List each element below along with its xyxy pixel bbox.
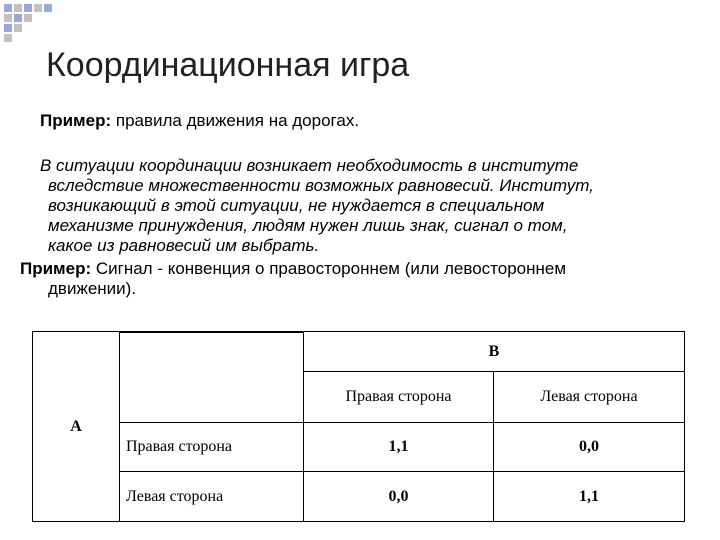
example1-label: Пример: <box>40 111 112 130</box>
paragraph-line: В ситуации координации возникает необходимость в институте <box>40 156 579 175</box>
example2-label: Пример: <box>20 259 92 278</box>
col-header-left: Левая сторона <box>493 371 684 423</box>
decor-square <box>4 24 12 32</box>
decor-square <box>24 14 32 22</box>
decor-square <box>4 34 12 42</box>
row-label-left: Левая сторона <box>119 471 304 521</box>
paragraph-line: возникающий в этой ситуации, не нуждается в специальном <box>48 196 545 215</box>
paragraph-line: какое из равновесий им выбрать. <box>48 236 320 255</box>
row-label-right: Правая сторона <box>119 422 304 472</box>
example2-text: Сигнал - конвенция о правостороннем (или левостороннем <box>91 259 567 278</box>
payoff-cell: 0,0 <box>493 422 684 472</box>
decor-square <box>44 4 52 12</box>
example1-line <box>40 111 359 131</box>
decor-square <box>34 4 42 12</box>
decor-square <box>4 4 12 12</box>
decor-square <box>14 24 22 32</box>
col-header-right: Правая сторона <box>303 371 494 423</box>
decor-square <box>14 14 22 22</box>
decor-square <box>4 14 12 22</box>
paragraph-line: механизме принуждения, людям нужен лишь знак, сигнал о том, <box>48 216 568 235</box>
paragraph-line: вследствие множественности возможных равновесий. Институт, <box>48 176 594 195</box>
slide-title: Координационная игра <box>46 46 410 84</box>
example2-line-cont: движении). <box>48 279 137 298</box>
example2-line <box>20 259 566 279</box>
empty-corner-cell <box>119 332 304 423</box>
payoff-cell: 1,1 <box>493 471 684 521</box>
decor-square <box>24 4 32 12</box>
player-b-label: B <box>303 332 684 372</box>
payoff-cell: 1,1 <box>303 422 494 472</box>
player-a-label: A <box>33 332 120 521</box>
payoff-cell: 0,0 <box>303 471 494 521</box>
example1-text: правила движения на дорогах. <box>111 111 360 130</box>
payoff-table <box>32 331 685 522</box>
decor-square <box>14 4 22 12</box>
